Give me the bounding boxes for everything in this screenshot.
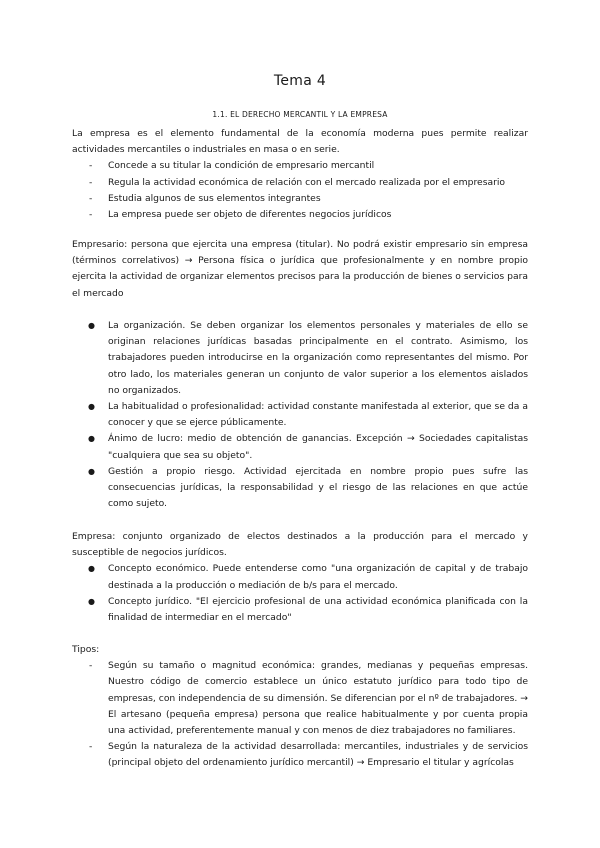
dash-marker: - bbox=[89, 660, 93, 672]
bullet-marker: ● bbox=[88, 466, 95, 476]
list-item: - Según la naturaleza de la actividad desarrollada: mercantiles, industriales y de servicios (principal objeto del ordenamiento jurídico mercantil) → Empresario el titular y agrícolas bbox=[89, 741, 528, 769]
intro-paragraph: La empresa es el elemento fundamental de la economía moderna pues permite realizar actividades mercantiles o industriales en masa o en serie. bbox=[72, 128, 528, 156]
list-item: ● Gestión a propio riesgo. Actividad ejercitada en nombre propio pues sufre las consecuencias jurídicas, la responsabilidad y el riesgo de las relaciones en que actúe como sujeto. bbox=[88, 465, 528, 510]
empresa-section bbox=[72, 529, 528, 626]
list-item: ● Concepto jurídico. "El ejercicio profesional de una actividad económica planificada con la finalidad de intermediar en el mercado" bbox=[88, 595, 528, 624]
bullet-marker: ● bbox=[88, 402, 95, 412]
list-item: - La empresa puede ser objeto de diferentes negocios jurídicos bbox=[72, 207, 528, 223]
section-heading: 1.1. EL DERECHO MERCANTIL Y LA EMPRESA bbox=[212, 110, 388, 119]
bullet-marker: ● bbox=[88, 564, 95, 574]
list-item: ● Ánimo de lucro: medio de obtención de ganancias. Excepción → Sociedades capitalistas "cualquiera que sea su objeto". bbox=[88, 433, 528, 461]
list-item: - Según su tamaño o magnitud económica: grandes, medianas y pequeñas empresas. Nuestro código de comercio establece un único estatuto jurídico para todo tipo de empresas, con independencia de su dimensión. Se diferencian por el nº de trabajadores. → El artesano (pequeña empresa) persona que realice habitualmente y por cuenta propia una actividad, preferentemente manual y con menos de diez trabajadores no familiares. bbox=[89, 660, 528, 737]
bullet-marker: ● bbox=[88, 434, 95, 444]
dash-marker: - bbox=[89, 176, 93, 188]
list-item: - Concede a su titular la condición de empresario mercantil bbox=[72, 158, 528, 174]
list-item: - Regula la actividad económica de relación con el mercado realizada por el empresario bbox=[72, 175, 528, 191]
intro-list bbox=[72, 158, 528, 223]
page-title: Tema 4 bbox=[273, 73, 327, 89]
empresa-paragraph: Empresa: conjunto organizado de electos destinados a la producción para el mercado y susceptible de negocios jurídicos. bbox=[72, 531, 528, 559]
dash-marker: - bbox=[89, 741, 93, 753]
list-item: - Estudia algunos de sus elementos integrantes bbox=[72, 191, 528, 207]
dash-marker: - bbox=[89, 160, 93, 172]
dash-marker: - bbox=[89, 192, 93, 204]
tipos-label: Tipos: bbox=[72, 644, 100, 655]
intro-section bbox=[72, 126, 528, 223]
list-item: ● Concepto económico. Puede entenderse como "una organización de capital y de trabajo destinada a la producción o mediación de b/s para el mercado. bbox=[88, 563, 528, 591]
list-item: ● La organización. Se deben organizar los elementos personales y materiales de ello se originan relaciones jurídicas basadas principalmente en el contrato. Asimismo, los trabajadores pueden introducirse en la organización como representantes del mismo. Por otro lado, los materiales generan un conjunto de valor superior a los elementos aislados no organizados. bbox=[88, 320, 528, 396]
bullet-marker: ● bbox=[88, 596, 95, 606]
empresario-list bbox=[72, 318, 528, 512]
list-item: ● La habitualidad o profesionalidad: actividad constante manifestada al exterior, que se da a conocer y que se ejerce públicamente. bbox=[88, 401, 528, 429]
empresa-list bbox=[72, 561, 528, 626]
empresario-paragraph: Empresario: persona que ejercita una empresa (titular). No podrá existir empresario sin empresa (términos correlativos) → Persona física o jurídica que profesionalmente y en nombre propio ejercita la actividad de organizar elementos precisos para la producción de bienes o servicios para el mercado bbox=[72, 239, 528, 299]
tipos-list bbox=[72, 658, 528, 771]
dash-marker: - bbox=[89, 209, 93, 221]
empresario-section bbox=[72, 237, 528, 302]
tipos-section bbox=[72, 642, 528, 772]
empresario-features bbox=[72, 318, 528, 512]
bullet-marker: ● bbox=[88, 321, 95, 330]
